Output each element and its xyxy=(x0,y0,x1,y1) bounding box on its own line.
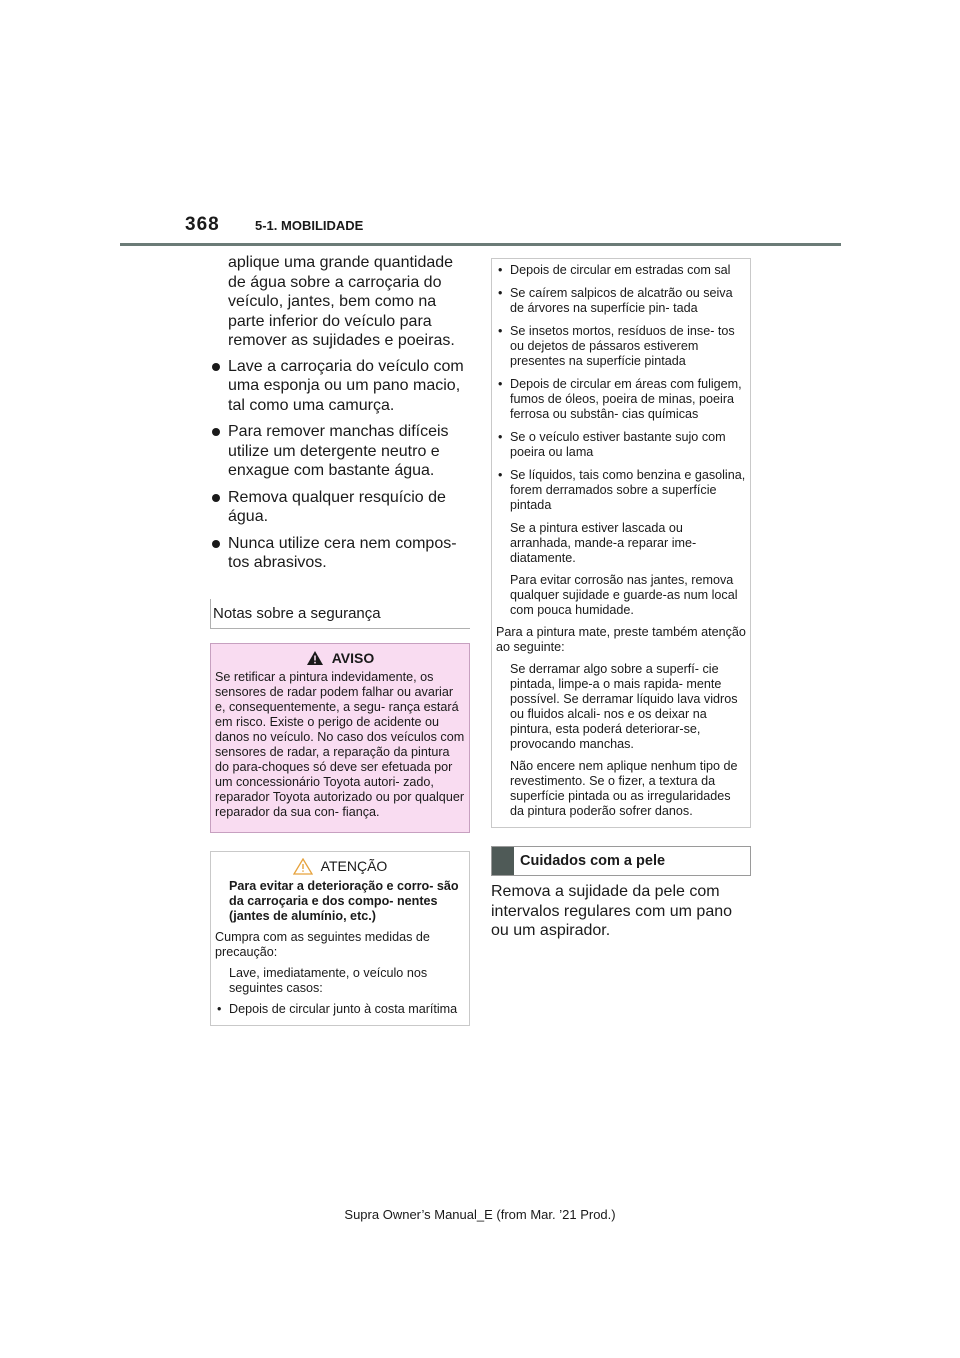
list-item: Para remover manchas difíceis utilize um detergente neutro e enxague com bastante água. xyxy=(210,422,470,481)
caution-intro: Cumpra com as seguintes medidas de precaução: xyxy=(215,929,430,959)
list-item: • Se líquidos, tais como benzina e gasolina, forem derramados sobre a superfície pintada xyxy=(496,468,746,513)
caution-list xyxy=(215,1002,465,1017)
section-heading xyxy=(491,846,751,876)
heading-block xyxy=(492,847,514,875)
list-item: Nunca utilize cera nem compos- tos abrasivos. xyxy=(210,534,470,573)
caution-box xyxy=(210,851,470,1026)
caution-indent: Lave, imediatamente, o veículo nos seguintes casos: xyxy=(229,965,428,995)
paragraph: Se a pintura estiver lascada ou arranhada, mande-a reparar ime- diatamente. xyxy=(510,521,697,565)
lead-paragraph: aplique uma grande quantidade de água sobre a carroçaria do veículo, jantes, bem como na parte inferior do veículo para remover as sujidades e poeiras. xyxy=(228,254,455,349)
warning-icon xyxy=(306,650,324,666)
warning-box xyxy=(210,643,470,833)
warning-header xyxy=(211,644,469,670)
list-item: • Depois de circular em áreas com fuligem, fumos de óleos, poeira de minas, poeira ferrosa ou substân- cias químicas xyxy=(496,377,746,422)
caution-icon xyxy=(293,858,313,875)
list-item: • Se insetos mortos, resíduos de inse- tos ou dejetos de pássaros estiverem presentes na superfície pintada xyxy=(496,324,746,369)
paragraph: Se derramar algo sobre a superfí- cie pintada, limpe-a o mais rapida- mente possível. Se derramar líquido lava vidros ou fluidos alcali- nos e os deixar na pintura, esta poderá deteriorar-se, provocando manchas. xyxy=(510,662,738,751)
paragraph: Não encere nem aplique nenhum tipo de revestimento. Se o fizer, a textura da superfície pintada ou as irregularidades da pintura poderão sofrer danos. xyxy=(510,759,738,818)
paragraph: Para evitar corrosão nas jantes, remova qualquer sujidade e guarde-as num local com pouca humidade. xyxy=(510,573,738,617)
caution-body xyxy=(211,879,469,1025)
list-item: Lave a carroçaria do veículo com uma esponja ou um pano macio, tal como uma camurça. xyxy=(210,357,470,416)
heading-text: Cuidados com a pele xyxy=(520,853,666,869)
left-column xyxy=(210,253,470,1026)
warning-text: Se retificar a pintura indevidamente, os sensores de radar podem falhar ou avariar e, consequentemente, a segu- rança estará em risco. Existe o perigo de acidente ou danos no veículo. No caso dos veículos com sensores de radar, a reparação da pintura do para-choques só deve ser efetuada por um concessionário Toyota autori- zado, reparador Toyota autorizado ou por qualquer reparador da sua con- fiança. xyxy=(215,669,465,819)
body-paragraph: Remova a sujidade da pele com intervalos regulares com um pano ou um aspirador. xyxy=(491,883,733,939)
section-title: 5-1. MOBILIDADE xyxy=(255,218,364,233)
list-item: Remova qualquer resquício de água. xyxy=(210,488,470,527)
caution-continued-list xyxy=(496,263,746,513)
caution-subtitle: Para evitar a deterioração e corro- são da carroçaria e dos compo- nentes (jantes de alumínio, etc.) xyxy=(229,878,459,923)
page-number: 368 xyxy=(185,214,220,235)
list-item: • Se o veículo estiver bastante sujo com poeira ou lama xyxy=(496,430,746,460)
page-header xyxy=(185,214,363,236)
notes-title: Notas sobre a segurança xyxy=(210,599,470,629)
caution-title: ATENÇÃO xyxy=(320,858,388,874)
warning-body xyxy=(211,670,469,832)
list-item: • Depois de circular em estradas com sal xyxy=(496,263,746,278)
header-rule xyxy=(120,243,841,246)
warning-title: AVISO xyxy=(331,649,375,666)
paragraph: Para a pintura mate, preste também atenção ao seguinte: xyxy=(496,625,746,654)
bullet-list xyxy=(210,357,470,573)
caution-header xyxy=(211,852,469,879)
page-footer: Supra Owner’s Manual_E (from Mar. ’21 Prod.) xyxy=(344,1207,616,1222)
right-column xyxy=(491,258,751,957)
list-item: • Depois de circular junto à costa marítima xyxy=(215,1002,465,1017)
list-item: • Se caírem salpicos de alcatrão ou seiva de árvores na superfície pin- tada xyxy=(496,286,746,316)
caution-continued-box xyxy=(491,258,751,828)
